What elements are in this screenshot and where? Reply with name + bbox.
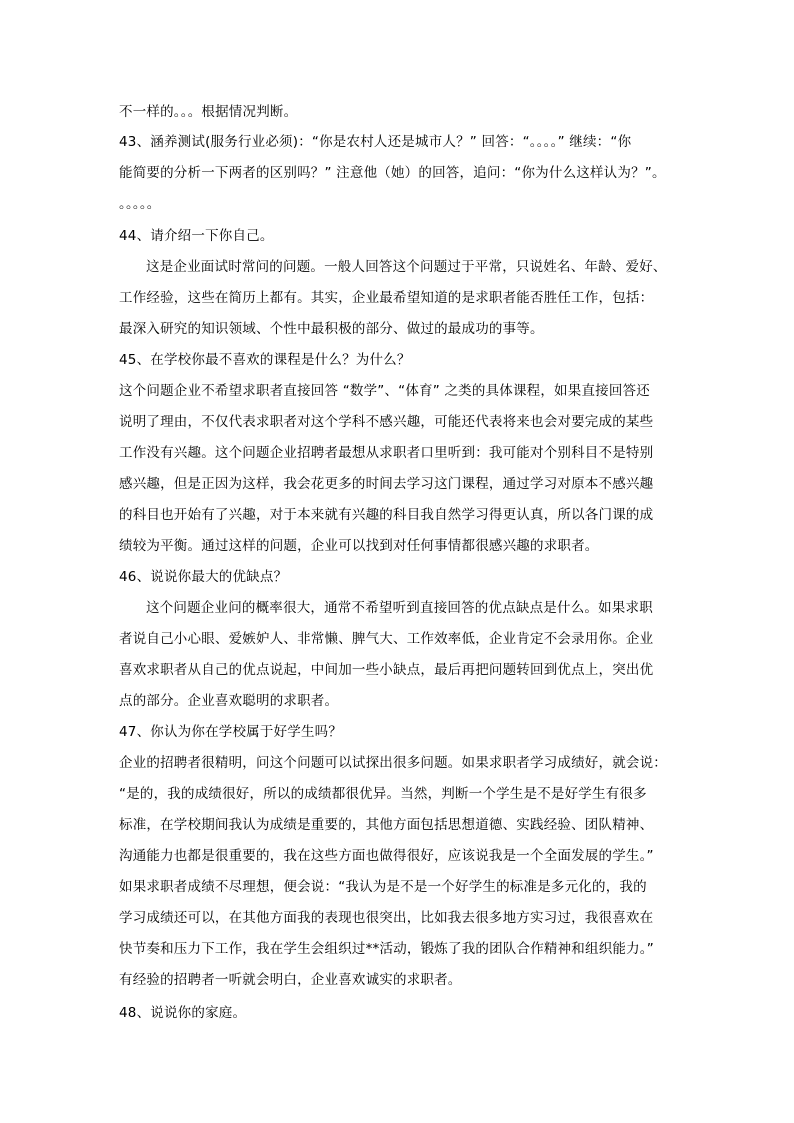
- paragraph-line: 者说自己小心眼、爱嫉妒人、非常懒、脾气大、工作效率低，企业肯定不会录用你。企业: [119, 631, 654, 647]
- paragraph-line: 企业的招聘者很精明，问这个问题可以试探出很多问题。如果求职者学习成绩好，就会说：: [119, 755, 667, 771]
- question-47-heading: 47、你认为你在学校属于好学生吗？: [119, 724, 343, 740]
- paragraph-line: “是的，我的成绩很好，所以的成绩都很优异。当然，判断一个学生是不是好学生有很多: [119, 786, 647, 802]
- paragraph-line: 有经验的招聘者一听就会明白，企业喜欢诚实的求职者。: [119, 972, 462, 988]
- paragraph-line: 这个问题企业问的概率很大，通常不希望听到直接回答的优点缺点是什么。如果求职: [146, 600, 653, 616]
- paragraph-line: 沟通能力也都是很重要的，我在这些方面也做得很好，应该说我是一个全面发展的学生。”: [119, 848, 654, 864]
- paragraph-line: 绩较为平衡。通过这样的问题，企业可以找到对任何事情都很感兴趣的求职者。: [119, 538, 599, 554]
- text-line: 能简要的分析一下两者的区别吗？” 注意他（她）的回答，追问：“你为什么这样认为？”。: [119, 165, 666, 181]
- paragraph-line: 学习成绩还可以，在其他方面我的表现也很突出，比如我去很多地方实习过，我很喜欢在: [119, 910, 654, 926]
- paragraph-line: 如果求职者成绩不尽理想，便会说：“我认为是不是一个好学生的标准是多元化的，我的: [119, 879, 647, 895]
- paragraph-line: 最深入研究的知识领域、个性中最积极的部分、做过的最成功的事等。: [119, 321, 544, 337]
- question-46-heading: 46、说说你最大的优缺点？: [119, 569, 288, 585]
- paragraph-line: 说明了理由，不仅代表求职者对这个学科不感兴趣，可能还代表将来也会对要完成的某些: [119, 414, 654, 430]
- paragraph-line: 的科目也开始有了兴趣，对于本来就有兴趣的科目我自然学习得更认真，所以各门课的成: [119, 507, 654, 523]
- text-line: 。。。。。: [119, 196, 161, 212]
- paragraph-line: 这个问题企业不希望求职者直接回答 “数学”、“体育” 之类的具体课程，如果直接回答还: [119, 383, 650, 399]
- question-43-line: 43、涵养测试(服务行业必须)：“你是农村人还是城市人？” 回答：“。。。。” 继续：“你: [119, 134, 632, 150]
- paragraph-line: 点的部分。企业喜欢聪明的求职者。: [119, 693, 339, 709]
- paragraph-line: 这是企业面试时常问的问题。一般人回答这个问题过于平常，只说姓名、年龄、爱好、: [146, 259, 667, 275]
- paragraph-line: 工作经验，这些在简历上都有。其实，企业最希望知道的是求职者能否胜任工作，包括：: [119, 290, 654, 306]
- paragraph-line: 工作没有兴趣。这个问题企业招聘者最想从求职者口里听到：我可能对个别科目不是特别: [119, 445, 654, 461]
- question-44-heading: 44、请介绍一下你自己。: [119, 228, 274, 244]
- question-45-heading: 45、在学校你最不喜欢的课程是什么？为什么？: [119, 352, 411, 368]
- paragraph-line: 喜欢求职者从自己的优点说起，中间加一些小缺点，最后再把问题转回到优点上，突出优: [119, 662, 654, 678]
- text-line: 不一样的。。。根据情况判断。: [119, 104, 298, 120]
- paragraph-line: 感兴趣，但是正因为这样，我会花更多的时间去学习这门课程，通过学习对原本不感兴趣: [119, 476, 654, 492]
- paragraph-line: 快节奏和压力下工作，我在学生会组织过**活动，锻炼了我的团队合作精神和组织能力。”: [119, 941, 654, 957]
- paragraph-line: 标准，在学校期间我认为成绩是重要的，其他方面包括思想道德、实践经验、团队精神、: [119, 817, 654, 833]
- question-48-heading: 48、说说你的家庭。: [119, 1005, 247, 1021]
